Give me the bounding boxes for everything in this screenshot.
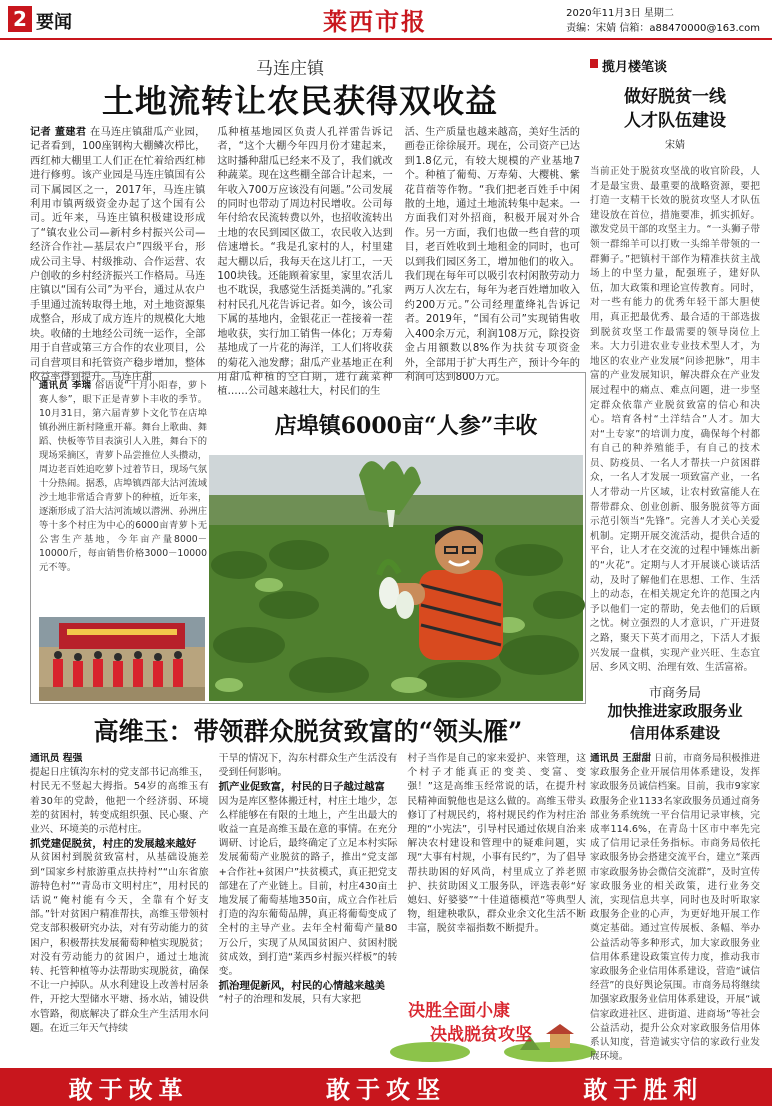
page-header [0, 0, 772, 40]
lead-col1-text: 在马连庄镇甜瓜产业园，记者看到，100座钢构大棚鳞次栉比，西红柿大棚里工人们正在忙着给西红柿进行修剪。该产业园是马连庄镇国有公司下属园区之一，2017年，马连庄镇利用市镇两级资金办起了这个国有公司。近年来，马连庄镇积极建设形成了“镇农业公司—新村乡村振兴公司—经济合作社—基层农户”四级平台，形成公司主导、村级推动、合作运营、农户创收的乡村经济振兴工作格局。马连庄镇以“国有公司”为平台，通过从农户手里通过流转取得土地，对土地资源集成整合，形成了成方连片的规模化大地块。收储的土地经公司统一运作，全部用于自营或第三方合作的农业项目，公司自营项目和托管资产稳步增加，整体收益率得到提升。马连庄甜 [30, 127, 206, 383]
bottom-column-2 [219, 752, 398, 1060]
subhead-1: 抓党建促脱贫，村庄的发展越来越好 [30, 838, 197, 851]
page-number: 2 [8, 6, 32, 32]
lead-kicker: 马连庄镇 [256, 59, 324, 79]
bottom-intro: 提起日庄镇沟东村的党支部书记高维玉，村民无不竖起大拇指。54岁的高维玉有着30年的党龄，他把一个经济弱、环境差的贫困村，转变成组织强、民心聚、产业兴、环境美的示范村庄。 [30, 767, 209, 836]
section-name: 要闻 [36, 12, 72, 33]
feature-byline: 通讯员 李瑞 [39, 380, 92, 391]
bottom-headline: 高维玉：带领群众脱贫致富的“领头雁” [93, 717, 523, 746]
editor-contact: 责编：宋婧 信箱：a88470000@163.com [566, 23, 760, 34]
feature-headline: 店埠镇6000亩“人参”丰收 [274, 413, 538, 439]
red-square-icon [590, 59, 598, 68]
lead-column-2: 瓜种植基地园区负责人孔祥雷告诉记者，“这个大棚今年四月份才建起来，这时播种甜瓜已经来不及了，我们就改种蔬菜。现在这些棚全部合计起来，一年收入700万应该没有问题。”公司发展的同时也带动了周边村民增收。公司每年付给农民流转费以外，也招收流转出土地的农民到园区做工，农民收入达到倍速增长。“我是孔家村的人，村里建起大棚以后，我每天在这儿打工，一天100块钱。还能顾着家里，家里农活儿也不耽误，我感觉生活挺美满的。”孔家村村民孔凡花告诉记者。如今，该公司下属的基地内，金银花正一茬接着一茬地收获，实行加工销售一体化；万寿菊基地成了一片花的海洋，工人们将收获的菊花入池发酵；甜瓜产业基地正在利用甜瓜种植的空白期，进行蔬菜种植……公司越来越壮大，村民们的生 [217, 127, 393, 398]
footer-slogan-3: 敢于胜利 [583, 1074, 704, 1104]
footer-slogan-2: 敢于攻坚 [325, 1074, 446, 1104]
bottom-col2-rest: 因为是库区整体搬迁村，村庄土地少，怎么样能够在有限的土地上，产生出最大的收益一直是高维玉最在意的事情。在充分调研、讨论后，最终确定了立足本村实际发展葡萄产业脱贫的路子，推出“党支部+合作社+贫困户”扶贫模式，真正把党支部建在了产业链上。目前，村庄430亩土地发展了葡萄基地350亩，成立合作社后打造的沟东葡萄品牌，真正将葡萄变成了全村的主导产业。去年全村葡萄产量80万公斤，实现了从凤国贫困户、贫困村脱贫成效，到打造“莱西乡村振兴样板”的转变。 [218, 795, 398, 978]
bottom-column-3: 村子当作是自己的家来爱护、来管理，这个村子才能真正的变美、变富、变强！”这是高维玉经常说的话，在提升村民精神面貌他也是这么做的。高维玉带头修订了村规民约，将村规民约作为村庄治理的“小宪法”，引导村民通过依规自治来解决农村建设和管理中的疑难问题，实现“大事有村规，小事有民约”，为了倡导帮扶助困的好风尚，村里成立了养老照护、扶贫助困义工服务队，评选表彰“好媳妇、好婆婆”“十佳道德模范”等典型人物，组建秧歌队，群众业余文化生活不断丰富，脱贫幸福指数不断提升。 [407, 753, 587, 935]
footer-slogan-band [0, 1068, 772, 1106]
bottom-col1-rest: 从贫困村到脱贫致富村，从基础设施差到“国家乡村旅游重点扶持村”“山东省旅游特色村”“青岛市文明村庄”，用村民的话说“俺村能有今天，全靠有个好支部。”针对贫困户精准帮扶，高维玉带领村党支部积极研究办法，对有劳动能力的贫困户，积极帮扶发展葡萄种植实现脱贫；对没有劳动能力的贫困户，通过土地流转、托管种植等办法帮助实现脱贫，确保不让一户掉队。从水利建设上改善村居条件，开挖大型储水平塘、扬水站，铺设供水管路，彻底解决了群众生产生活用水问题。在近三年天气持续 [30, 852, 209, 1034]
footer-slogan-1: 敢于改革 [68, 1074, 189, 1104]
lead-column-3: 活、生产质量也越来越高，美好生活的画卷正徐徐展开。现在，公司资产已达到1.8亿元，有较大规模的产业基地7个。种植了葡萄、万寿菊、大樱桃、紫花苜蓿等作物。“我们把老百姓手中闲散的土地，通过土地流转集中起来。一方面我们对外招商，积极开展对外合作。另一方面，我们也做一些自营的项目，老百姓收到土地租金的同时，也可以到我们园区务工，增加他们的收入。我们现在每年可以吸引农村闲散劳动力两万人次左右，每年为老百姓增加收入约200万元。”公司经理董绛礼告诉记者。2019年，“国有公司”实现销售收入400余万元，利润108万元，除投资金占用额数以8%作为扶贫专项资金外，全部用于扩大再生产，预计今年的利润可达到800万元。 [404, 127, 580, 383]
date-editor-info [566, 6, 760, 36]
feature-text [39, 379, 207, 599]
feature-box [30, 372, 586, 704]
right2-headline: 加快推进家政服务业 信用体系建设 [607, 702, 743, 742]
newspaper-masthead: 莱西市报 [323, 7, 427, 36]
bottom-column-1 [30, 752, 209, 1060]
slogan-line-2: 决战脱贫攻坚 [430, 1025, 532, 1045]
bottom-col2-tail: “村子的治理和发展，只有大家把 [218, 994, 361, 1006]
column-label: 揽月楼笔谈 [590, 56, 760, 75]
slogan-line-1: 决胜全面小康 [408, 1001, 510, 1021]
festival-stage-photo [39, 617, 205, 701]
right2-byline: 通讯员 王甜甜 [590, 753, 652, 764]
commentary-author: 宋婧 [665, 140, 685, 151]
right2-article-body [590, 752, 760, 1063]
lead-headline: 土地流转让农民获得双收益 [101, 82, 498, 120]
farmer-radish-photo [209, 455, 583, 701]
right2-kicker: 市商务局 [648, 686, 701, 701]
feature-body: 俗语说“十月小阳春，萝卜赛人参”，眼下正是青萝卜丰收的季节。10月31日，第六届青萝卜文化节在店埠镇孙洲庄新村隆重开幕。舞台上歌曲、舞蹈、快板等节目表演引人入胜，舞台下的现场采摘区，青萝卜品尝推位人头攒动，周边老百姓追吃萝卜过着节日，现场气氛十分热闹。据悉，店埠镇西部大沽河流域沙土地非常适合青萝卜的种植，近年来，逐渐形成了沿大沽河流域以潜洲、孙洲庄等十多个村庄为中心的6000亩青萝卜无公害生产基地，今年亩产量8000－10000斤，每亩销售价格3000－10000元不等。 [39, 380, 207, 573]
lead-byline: 记者 董建君 [30, 127, 87, 138]
poverty-slogan-artwork [400, 990, 586, 1060]
commentary-column [590, 56, 760, 675]
right2-text: 日前，市商务局积极推进家政服务企业开展信用体系建设，发挥家政服务员诚信档案。目前，我市9家家政服务企业1133名家政服务员通过商务部业务系统统一平台信用记录审核，完成率114.6%，在青岛十区市中率先完成了信用记录任务指标。市商务局依托家政服务协会搭建交流平台，建立“莱西市家政服务协会微信交流群”，及时宣传家政服务业的相关政策，进行业务交流，实现信息共享，同时也及时听取家政服务企业的心声，为更好地开展工作奠定基础。通过宣传展板、条幅、举办公益活动等多种形式，加大家政服务业信用体系建设政策宣传力度，推动我市家政服务企业信用体系建设，营造“诚信经营”的良好舆论氛围。市商务局将继续加强家政服务业信用体系建设，开展“诚信家政进社区、进街道、进商场”等社会公益活动，提升公众对家政服务信用体系认知度，营造诚实守信的家政行业发展环境。 [590, 753, 760, 1063]
subhead-2: 抓产业促致富，村民的日子越过越富 [218, 781, 385, 794]
bottom-byline: 通讯员 程强 [30, 753, 83, 764]
subhead-3: 抓治理促新风，村民的心情越来越美 [218, 980, 385, 993]
commentary-body: 当前正处于脱贫攻坚战的收官阶段，人才是最宝贵、最重要的战略资源，要把打造一支精干长效的脱贫攻坚人才队伍建设放在首位，措施要准，抓实抓好。激发党员干部的攻坚主力。“一头狮子带领一群绵羊可以打败一头绵羊带领的一群狮子。”把镇村干部作为精准扶贫主战场上的中坚力量，配强班子，建好队伍，加大政策和理论宣传教育。同时，对一些有能力的优秀年轻干部大胆使用，真正把最优秀、最合适的干部选拔到脱贫攻坚工作最需要的领导岗位上来。大力引进农业专业技术型人才，为地区的农业产业发展“问诊把脉”，用丰富的产业发展知识，解决群众在产业发展过程中的痛点、难点问题，进一步坚定群众依靠产业脱贫致富的信心和决心。培育各村“土洋结合”人才。加大对“土专家”的培训力度，确保每个村都有自己的种养殖能手，有自己的技术员、防疫员、一名人才帮扶一户贫困群众，一名人才发展一项致富产业，一名人才带动一片区域，让农村致富能人在帮带群众、创业创新、服务脱贫等方面示范引领当“先锋”。完善人才关心关爱机制。定期开展交流活动，提供合适的平台，让人才在交流的过程中锤炼出新的“火花”。定期与人才开展谈心谈话活动，及时了解他们在思想、工作、生活上的动态，在相关规定允许的范围之内予以他们一定的帮助，免去他们的后顾之忧。树立强烈的人才意识，广开进贤之路，聚天下英才而用之，下活人才振兴发展一盘棋，实现产业兴旺、生态宜居、乡风文明、治理有效、生活富裕。 [590, 166, 760, 674]
bottom-col2-intro: 干旱的情况下，沟东村群众生产生活没有受到任何影响。 [218, 753, 398, 779]
lead-column-1 [30, 126, 206, 383]
issue-date: 2020年11月3日 星期二 [566, 8, 674, 19]
commentary-headline: 做好脱贫一线 人才队伍建设 [624, 87, 726, 131]
